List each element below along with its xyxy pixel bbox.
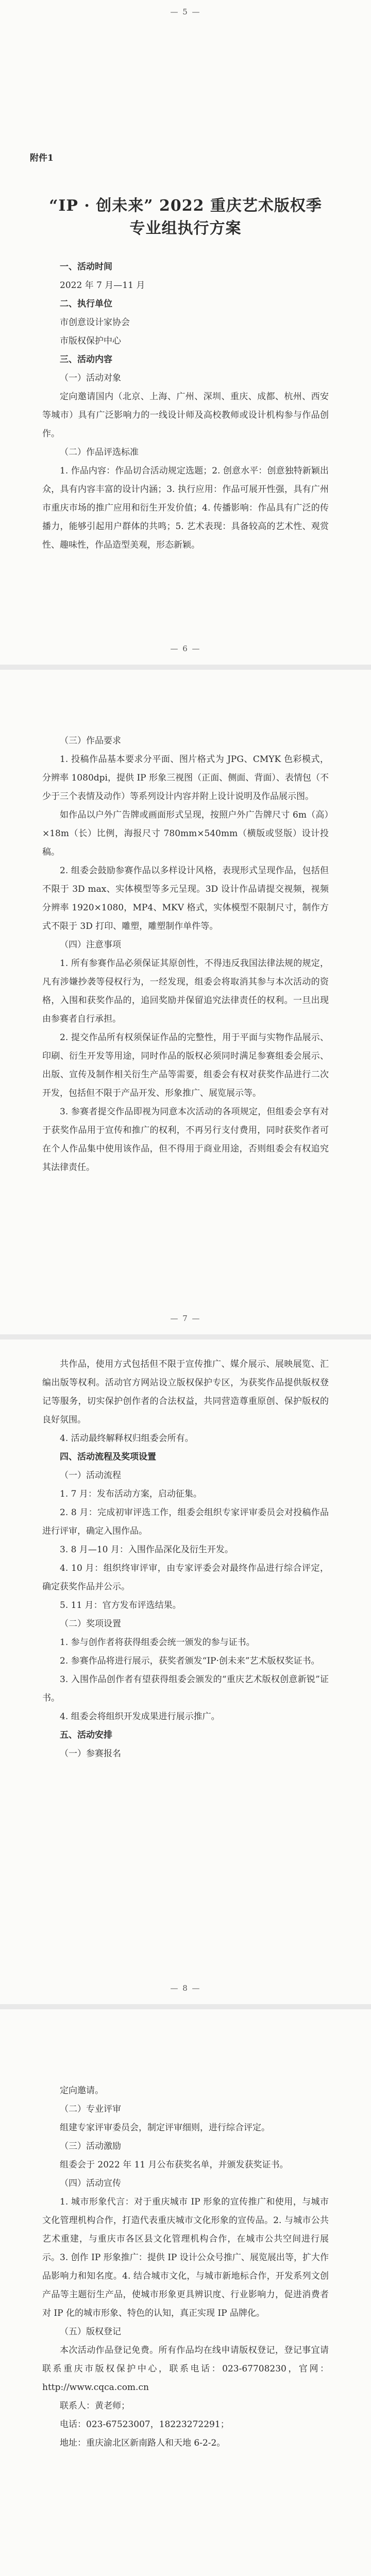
paragraph: 3. 参赛者提交作品即视为同意本次活动的各项规定，但组委会享有对于获奖作品用于宣传和推广的权利，不再另行支付费用，同时获奖作者可在个人作品集中使用该作品，但不得用于商业用途，否则组委会有权追究其法律责任。 xyxy=(42,1107,329,1173)
paragraph: 如作品以户外广告牌或画面形式呈现，按照户外广告牌尺寸 6m（高）×18m（长）比例，海报尺寸 780mm×540mm（横版或竖版）设计投稿。 xyxy=(42,810,329,857)
paragraph: 1. 7 月：发布活动方案，启动征集。 xyxy=(60,1489,202,1499)
paragraph: 1. 城市形象代言：对于重庆城市 IP 形象的宣传推广和使用，与城市文化管理机构合作，打造代表重庆城市文化形象的宣传品。2. 与城市公共艺术重建，与重庆市各区县文化管理机构合作，在城市公共空间进行展示。3. 创作 IP 形象推广：提供 IP 设计公众号推广、展览展出等，扩大作品影响力和知名度。4. 结合城市文化，与城市新地标合作，开发系列文创产品等主题衍生产品，使城市形象更具辨识度、行业影响力，促进消费者对 IP 化的城市形象、特色的认知，真正实现 IP 品牌化。 xyxy=(42,2197,329,2318)
page-number-bottom: — 8 — xyxy=(170,1984,201,1993)
paragraph: 4. 组委会将组织开发成果进行展示推广。 xyxy=(60,1711,220,1722)
document-page-2 xyxy=(0,670,371,1334)
paragraph: 2. 提交作品所有权须保证作品的完整性，用于平面与实物作品展示、印刷、衍生开发等用途，同时作品的版权必须同时满足参赛组委会展示、出版、宣传及制作相关衍生产品等需要，组委会有权对获奖作品进行二次开发，包括但不限于产品开发、形象推广、展览展示等。 xyxy=(42,1032,329,1098)
paragraph: 组建专家评审委员会，制定评审细则，进行综合评定。 xyxy=(60,2123,270,2133)
section-heading: （三）作品要求 xyxy=(60,736,121,746)
title-line-1: “IP · 创未来” 2022 重庆艺术版权季 xyxy=(49,197,322,215)
section-heading: （四）注意事项 xyxy=(60,940,121,950)
page-2-body xyxy=(42,732,329,1177)
section-heading: （二）专业评审 xyxy=(60,2104,121,2114)
section-heading: 一、活动时间 xyxy=(60,262,112,272)
paragraph: 共作品，使用方式包括但不限于宣传推广、媒介展示、展映展览、汇编出版等权利。活动官方网站设立版权保护专区，为获奖作品提供版权登记等服务，切实保护创作者的合法权益，共同营造尊重原创、保护版权的良好氛围。 xyxy=(42,1359,329,1425)
paragraph: 2. 参赛作品将进行展示，获奖者颁发“IP·创未来”艺术版权奖证书。 xyxy=(60,1656,320,1666)
page-number-top: — 5 — xyxy=(170,7,201,16)
title-line-2: 专业组执行方案 xyxy=(129,219,242,238)
section-heading: （五）版权登记 xyxy=(60,2327,121,2337)
paragraph: 3. 入围作品创作者有望获得组委会颁发的“重庆艺术版权创意新锐”证书。 xyxy=(42,1674,329,1703)
document-page-1 xyxy=(0,0,371,665)
paragraph: 1. 参与创作者将获得组委会统一颁发的参与证书。 xyxy=(60,1637,255,1648)
paragraph: 市创意设计家协会 xyxy=(60,317,130,328)
section-heading: （三）活动激励 xyxy=(60,2141,121,2151)
section-heading: 三、活动内容 xyxy=(60,354,112,365)
annex-label: 附件1 xyxy=(30,153,54,163)
section-heading: （一）活动流程 xyxy=(60,1470,121,1481)
document-page-3 xyxy=(0,1340,371,2004)
paragraph: 2022 年 7 月—11 月 xyxy=(60,280,145,291)
page-3-body xyxy=(42,1355,329,1763)
paragraph: 市版权保护中心 xyxy=(60,336,121,346)
paragraph: 2. 8 月：完成初审评选工作，组委会组织专家评审委员会对投稿作品进行评审，确定入围作品。 xyxy=(42,1507,329,1536)
paragraph: 5. 11 月：官方发布评选结果。 xyxy=(60,1600,181,1611)
paragraph: 定向邀请国内（北京、上海、广州、深圳、重庆、成都、杭州、西安等城市）具有广泛影响力的一线设计师及高校教师或设计机构参与作品创作。 xyxy=(42,392,329,439)
section-heading: 四、活动流程及奖项设置 xyxy=(60,1452,156,1462)
page-number-bottom: — 7 — xyxy=(170,1314,201,1323)
page-1-body xyxy=(42,258,329,554)
paragraph: 4. 10 月：组织终审评审，由专家评委会对最终作品进行综合评定，确定获奖作品并公示。 xyxy=(42,1563,329,1592)
section-heading: （四）活动宣传 xyxy=(60,2178,121,2189)
paragraph: 2. 组委会鼓励参赛作品以多样设计风格，表现形式呈现作品，包括但不限于 3D max、实体模型等多元呈现。3D 设计作品请提交视频，视频分辨率 1920×1080，MP4、MKV 格式，实体模型不限制尺寸，制作方式不限于 3D 打印、雕塑，雕塑制作单件等。 xyxy=(42,866,329,931)
paragraph: 本次活动作品登记免费。所有作品均在线申请版权登记，登记事宜请联系重庆市版权保护中心，联系电话：023-67708230，官网：http://www.cqca.com.cn xyxy=(42,2345,329,2393)
section-heading: （二）奖项设置 xyxy=(60,1619,121,1629)
section-heading: 二、执行单位 xyxy=(60,299,112,309)
section-heading: （一）活动对象 xyxy=(60,373,121,383)
document-title xyxy=(0,195,371,240)
paragraph: 1. 投稿作品基本要求分平面、图片格式为 JPG、CMYK 色彩模式，分辨率 1080dpi，提供 IP 形象三视图（正面、侧面、背面）、表情包（不少于三个表情及动作）等系列设计内容并附上设计说明及作品展示图。 xyxy=(42,754,329,802)
section-heading: （二）作品评选标准 xyxy=(60,447,139,457)
paragraph: 1. 所有参赛作品必须保证其原创性，不得违反我国法律法规的规定，凡有涉嫌抄袭等侵权行为，一经发现，组委会将取消其参与本次活动的资格，入围和获奖作品的，追回奖励并保留追究法律责任的权利。一旦出现由参赛者自行承担。 xyxy=(42,958,329,1024)
paragraph: 组委会于 2022 年 11 月公布获奖名单，并颁发获奖证书。 xyxy=(60,2160,289,2170)
paragraph: 3. 8 月—10 月：入围作品深化及衍生开发。 xyxy=(60,1545,233,1555)
paragraph: 电话：023-67523007，18223272291； xyxy=(60,2419,229,2430)
paragraph: 地址：重庆渝北区新南路人和天地 6-2-2。 xyxy=(60,2438,226,2448)
page-number-bottom: — 6 — xyxy=(170,644,201,653)
paragraph: 1. 作品内容：作品切合活动规定选题；2. 创意水平：创意独特新颖出众，具有内容丰富的设计内涵；3. 执行应用：作品可展开性强，具有广州市重庆市场的推广应用和衍生开发价值；4. 传播影响：作品具有广泛的传播力，能够引起用户群体的共鸣；5. 艺术表现：具备较高的艺术性、观赏性、趣味性，作品造型美观，形态新颖。 xyxy=(42,466,329,550)
paragraph: 定向邀请。 xyxy=(60,2086,104,2096)
paragraph: 联系人：黄老师； xyxy=(60,2401,130,2411)
section-heading: （一）参赛报名 xyxy=(60,1749,121,1759)
page-4-body xyxy=(42,2081,329,2452)
paragraph: 4. 活动最终解释权归组委会所有。 xyxy=(60,1433,194,1444)
document-page-4 xyxy=(0,2009,371,2576)
section-heading: 五、活动安排 xyxy=(60,1730,112,1740)
